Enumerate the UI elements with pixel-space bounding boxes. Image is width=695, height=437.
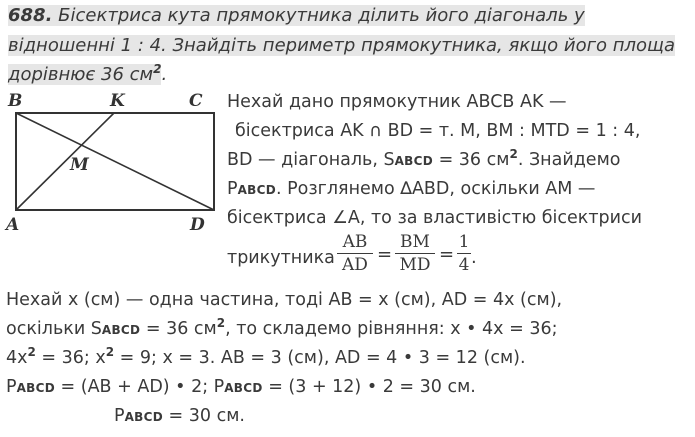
fraction-3-denominator: 4 [458,255,470,275]
solution-line-2: бісектриса AK ∩ BD = т. M, BM : MTD = 1 : 4, [235,121,641,141]
solution-line-3-b: = 36 см [433,150,510,170]
task-text-3-sup: 2 [153,62,162,76]
solution-line-9-sup-1: 2 [27,345,36,360]
equals-sign-1: = [377,244,393,265]
solution-line-3 [227,148,620,173]
solution-line-8-c: , то складемо рівняння: x • 4x = 36; [225,319,558,339]
point-label-m: M [70,155,89,175]
bisector-ak [16,113,114,210]
solution-line-8-sup: 2 [216,316,226,331]
fraction-bm-md [395,232,435,275]
perimeter-subscript: ABCD [237,183,276,197]
solution-line-4-a: P [227,179,238,199]
perimeter-subscript-2: ABCD [16,381,55,395]
solution-line-9-c: = 9; x = 3. AB = 3 (см), AD = 4 • 3 = 12 (см). [114,348,526,368]
fraction-ab-ad [337,232,373,275]
fraction-one-fourth [457,232,471,275]
solution-line-10-b: = (AB + AD) • 2; P [54,377,225,397]
equals-sign-2: = [439,244,455,265]
solution-line-10-a: P [6,377,17,397]
solution-line-9-sup-2: 2 [105,345,115,360]
solution-line-8 [6,317,558,342]
solution-line-4-b: . Розглянемо ∆ABD, оскільки AM — [275,179,596,199]
vertex-label-k: K [110,91,125,111]
task-text-1: Бісектриса кута прямокутника ділить його діагональ у [52,5,585,26]
solution-line-9-b: = 36; x [35,348,106,368]
task-text-3: дорівнює 36 см [8,64,154,85]
solution-line-3-sup: 2 [509,147,518,162]
solution-answer [114,404,245,429]
vertex-label-c: C [189,91,203,111]
area-subscript-2: ABCD [101,323,141,337]
solution-line-9-a: 4x [6,348,28,368]
solution-line-4 [227,177,595,202]
solution-line-5: бісектриса ∠A, то за властивістю бісектриси [227,208,643,228]
solution-line-7: Нехай x (см) — одна частина, тоді AB = x (см), AD = 4x (см), [6,290,563,310]
task-text-2: відношенні 1 : 4. Знайдіть периметр прямокутника, якщо його площа [8,35,676,56]
solution-line-1: Нехай дано прямокутник ABCB AK — [227,92,567,112]
perimeter-subscript-3: ABCD [224,381,263,395]
task-number: 688. [8,5,53,26]
answer-p: P [114,406,125,426]
answer-value: = 30 см. [162,406,245,426]
fraction-2-denominator: MD [399,255,431,275]
solution-line-10-c: = (3 + 12) • 2 = 30 см. [262,377,476,397]
diagonal-bd [16,113,214,210]
area-subscript: ABCD [394,154,433,168]
solution-line-3-a: BD — діагональ, S [227,150,395,170]
vertex-label-b: B [8,91,23,111]
solution-line-8-a: оскільки S [6,319,102,339]
fraction-1-denominator: AD [342,255,368,275]
solution-line-3-c: . Знайдемо [517,150,621,170]
solution-line-6: трикутника [227,248,335,268]
solution-line-10 [6,375,476,400]
task-text-3-end: . [161,64,168,85]
fraction-1-numerator: AB [342,232,368,252]
vertex-label-d: D [190,215,205,235]
solution-line-8-b: = 36 см [140,319,217,339]
fraction-2-numerator: BM [400,232,430,252]
fraction-end-dot: . [471,247,477,268]
solution-line-9 [6,346,526,370]
fraction-3-numerator: 1 [458,232,470,252]
answer-subscript: ABCD [124,410,163,424]
vertex-label-a: A [6,215,20,235]
